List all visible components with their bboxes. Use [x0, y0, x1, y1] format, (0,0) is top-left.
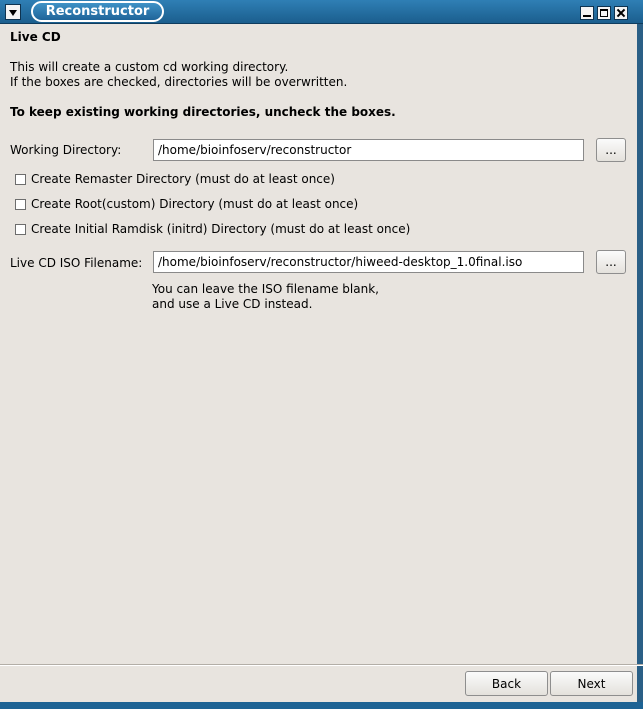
- description-line-2: If the boxes are checked, directories will be overwritten.: [10, 75, 348, 89]
- checkbox-remaster[interactable]: [15, 174, 26, 185]
- title-bar: [0, 0, 643, 24]
- next-button[interactable]: Next: [550, 671, 633, 696]
- working-directory-browse-button[interactable]: ...: [596, 138, 626, 162]
- iso-browse-button[interactable]: ...: [596, 250, 626, 274]
- description-line-1: This will create a custom cd working directory.: [10, 60, 289, 74]
- checkbox-remaster-row[interactable]: [15, 171, 335, 187]
- checkbox-root-label: Create Root(custom) Directory (must do at least once): [31, 197, 359, 211]
- warning-text: To keep existing working directories, uncheck the boxes.: [10, 105, 396, 119]
- back-button[interactable]: Back: [465, 671, 548, 696]
- checkbox-root[interactable]: [15, 199, 26, 210]
- iso-filename-label: Live CD ISO Filename:: [10, 256, 143, 270]
- window-menu-icon[interactable]: [5, 4, 21, 20]
- window-bottom-border: [0, 702, 643, 709]
- iso-filename-input[interactable]: [153, 251, 584, 273]
- checkbox-initrd[interactable]: [15, 224, 26, 235]
- checkbox-initrd-label: Create Initial Ramdisk (initrd) Directory (must do at least once): [31, 222, 411, 236]
- window-right-border: [637, 24, 643, 702]
- iso-hint-line-2: and use a Live CD instead.: [152, 297, 313, 311]
- iso-hint-line-1: You can leave the ISO filename blank,: [152, 282, 379, 296]
- maximize-icon[interactable]: [597, 6, 611, 20]
- working-directory-label: Working Directory:: [10, 143, 122, 157]
- checkbox-root-row[interactable]: [15, 196, 358, 212]
- window-title: Reconstructor: [31, 1, 164, 22]
- checkbox-initrd-row[interactable]: [15, 221, 410, 237]
- footer-divider-highlight: [0, 665, 643, 666]
- working-directory-input[interactable]: [153, 139, 584, 161]
- close-icon[interactable]: [614, 6, 628, 20]
- checkbox-remaster-label: Create Remaster Directory (must do at least once): [31, 172, 335, 186]
- minimize-icon[interactable]: [580, 6, 594, 20]
- page-title: Live CD: [10, 30, 61, 44]
